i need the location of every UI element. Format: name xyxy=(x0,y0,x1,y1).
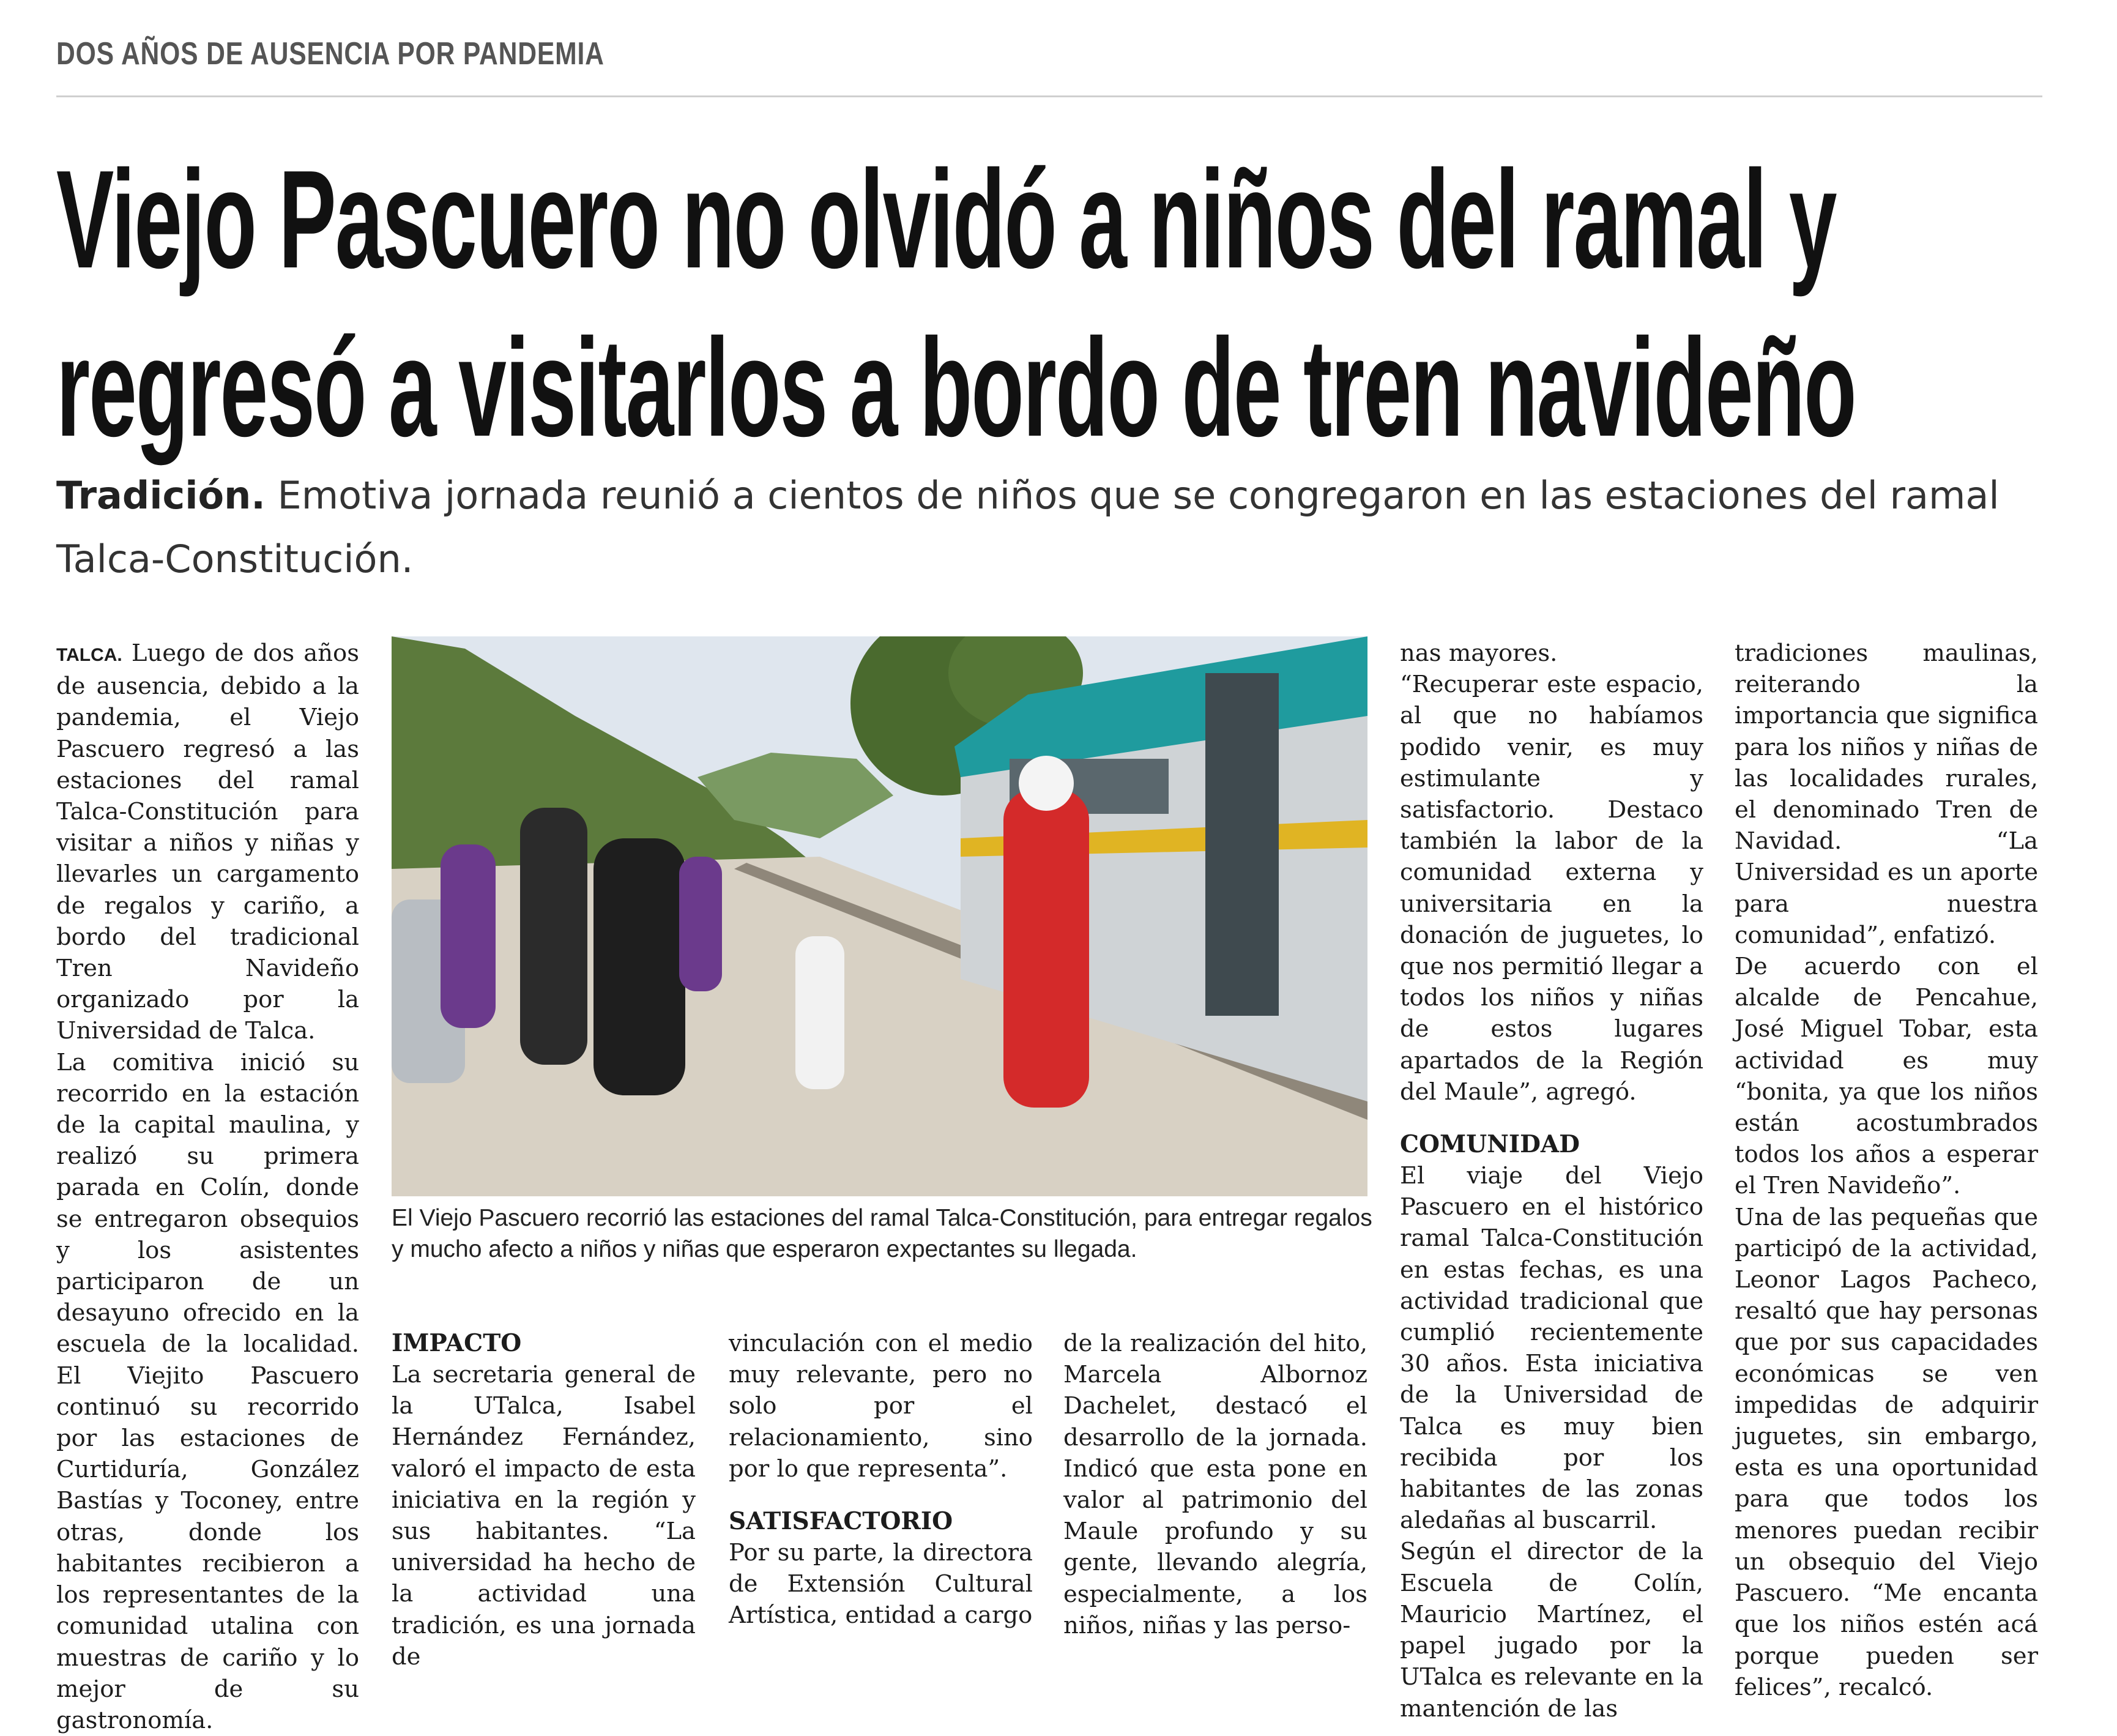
photo-person xyxy=(679,857,722,991)
paragraph: de la realización del hito, Marcela Albornoz Dachelet, destacó el desarrollo de la jornada. Indicó que esta pone en valor al patrimonio del Maule profundo y su gente, llevando alegría, especialmente, a los niños, niñas y las perso- xyxy=(1063,1330,1367,1639)
photo-person xyxy=(593,838,685,1095)
paragraph: Una de las pequeñas que participó de la actividad, Leonor Lagos Pacheco, resaltó que hay personas que por sus capacidades económicas se ven impedidas de adquirir juguetes, sin embargo, esta es una oportunidad para que todos los menores puedan recibir un obsequio del Viejo Pascuero. “Me encanta que los niños estén acá porque pueden ser felices”, recalcó. xyxy=(1735,1203,2038,1701)
paragraph: “Recuperar este espacio, al que no habíamos podido venir, es muy estimulante y satisfactorio. Destaco también la labor de la comunidad externa y universitaria en la donación de juguetes, lo que nos permitió llegar a todos los niños y niñas de estos lugares apartados de la Región del Maule”, agregó. xyxy=(1400,671,1703,1106)
photo-santa xyxy=(1003,789,1089,1108)
article-column-5 xyxy=(1400,638,1703,1724)
photo-train-door xyxy=(1205,673,1279,1016)
headline-line-1: Viejo Pascuero no olvidó a niños del ramal y xyxy=(56,142,1836,297)
paragraph: vinculación con el medio muy relevante, pero no solo por el relacionamiento, sino por lo que representa”. xyxy=(729,1330,1033,1483)
paragraph: tradiciones maulinas, reiterando la importancia que significa para los niños y niñas de las localidades rurales, el denominado Tren de Navidad. “La Universidad es un aporte para nuestra comunidad”, enfatizó. xyxy=(1735,639,2038,949)
paragraph: De acuerdo con el alcalde de Pencahue, José Miguel Tobar, esta actividad es muy “bonita, ya que los niños están acostumbrados todos los años a esperar el Tren Navideño”. xyxy=(1735,953,2038,1200)
photo-santa-head xyxy=(1019,756,1074,811)
article-column-4 xyxy=(1063,1328,1367,1641)
headline xyxy=(56,136,2117,472)
paragraph xyxy=(56,638,359,1047)
headline-line-2: regresó a visitarlos a bordo de tren navideño xyxy=(56,310,1856,466)
deck-text: Emotiva jornada reunió a cientos de niños que se congregaron en las estaciones del ramal Talca-Constitución. xyxy=(56,473,2000,581)
santa-train-photo xyxy=(392,636,1367,1196)
deck-lead: Tradición. xyxy=(56,473,266,518)
photo-person xyxy=(520,808,587,1065)
kicker: DOS AÑOS DE AUSENCIA POR PANDEMIA xyxy=(56,36,605,72)
article-column-2 xyxy=(392,1328,696,1672)
photo-caption: El Viejo Pascuero recorrió las estaciones del ramal Talca-Constitución, para entregar regalos y mucho afecto a niños y niñas que esperaron expectantes su llegada. xyxy=(392,1205,1372,1262)
photo-child xyxy=(795,936,844,1089)
article-column-6 xyxy=(1735,638,2038,1703)
paragraph: La secretaria general de la UTalca, Isabel Hernández Fernández, valoró el impacto de esta iniciativa en la región y sus habitantes. “La universidad ha hecho de la actividad una tradición, es una jornada de xyxy=(392,1361,696,1671)
paragraph: La comitiva inició su recorrido en la estación de la capital maulina, y realizó su primera parada en Colín, donde se entregaron obsequios y los asistentes participaron de un desayuno ofrecido en la escuela de la localidad. El Viejito Pascuero continuó su recorrido por las estaciones de Curtiduría, González Bastías y Toconey, entre otras, donde los habitantes recibieron a los representantes de la comunidad utalina con muestras de cariño y lo mejor de su gastronomía. xyxy=(56,1048,359,1734)
subheading: SATISFACTORIO xyxy=(729,1507,953,1536)
photo-person xyxy=(441,844,496,1028)
article-column-3 xyxy=(729,1328,1033,1631)
paragraph: Por su parte, la directora de Extensión Cultural Artística, entidad a cargo xyxy=(729,1539,1033,1630)
article-column-1 xyxy=(56,638,359,1736)
article-photo xyxy=(392,636,1367,1196)
kicker-divider xyxy=(56,95,2042,97)
paragraph: Según el director de la Escuela de Colín, Mauricio Martínez, el papel jugado por la UTalca es relevante en la mantención de las xyxy=(1400,1538,1703,1723)
subheading: COMUNIDAD xyxy=(1400,1130,1580,1159)
paragraph: nas mayores. xyxy=(1400,639,1558,667)
deck xyxy=(56,464,2039,591)
paragraph-text: Luego de dos años de ausencia, debido a la pandemia, el Viejo Pascuero regresó a las estaciones del ramal Talca-Constitución para visitar a niños y niñas y llevarles un cargamento de regalos y cariño, a bordo del tradicional Tren Navideño organizado por la Universidad de Talca. xyxy=(56,639,359,1045)
subheading: IMPACTO xyxy=(392,1329,522,1357)
dateline: TALCA. xyxy=(56,645,122,665)
paragraph: El viaje del Viejo Pascuero en el histórico ramal Talca-Constitución en estas fechas, es una actividad tradicional que cumplió recientemente 30 años. Esta iniciativa de la Universidad de Talca es muy bien recibida por los habitantes de las zonas aledañas al buscarril. xyxy=(1400,1162,1703,1535)
